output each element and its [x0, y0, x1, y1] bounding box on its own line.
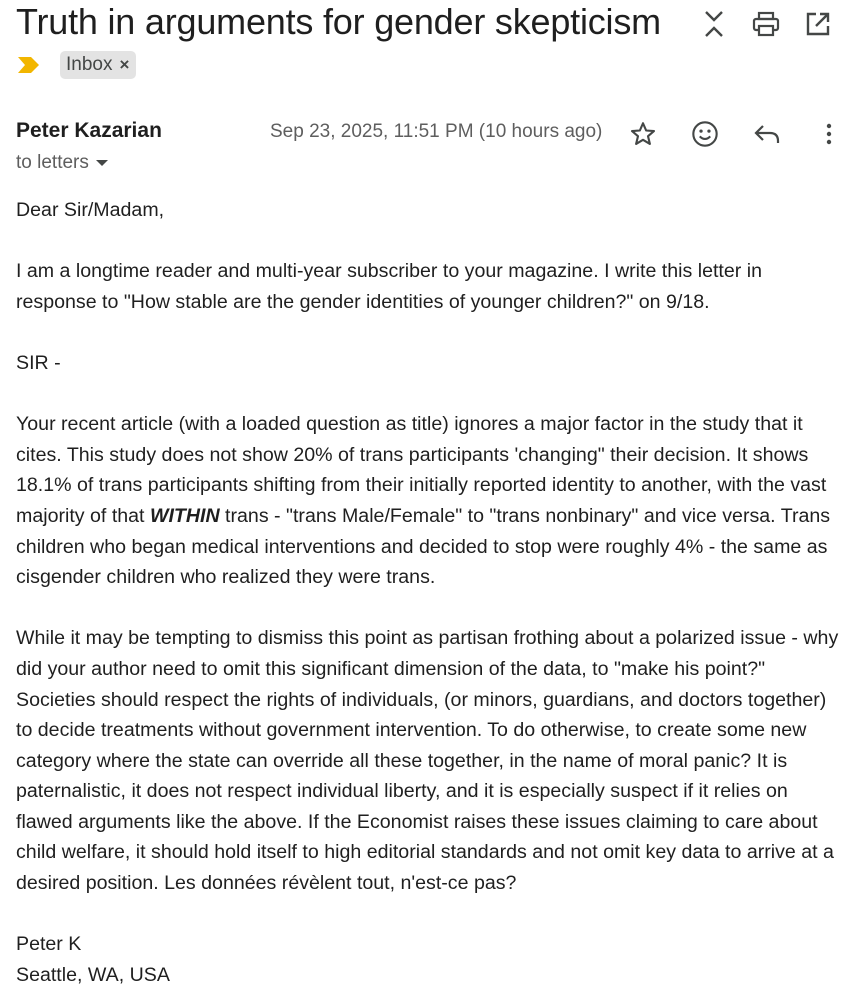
open-in-new-window-icon[interactable]	[799, 6, 837, 42]
paragraph-study-part2: trans - "trans Male/Female" to "trans nonbinary" and vice versa. Trans children who began medical interventions and decided to stop were roughly 4% - the same as cisgender children who realized they were trans.	[16, 504, 831, 589]
signature-location: Seattle, WA, USA	[16, 963, 170, 986]
label-chip-inbox	[60, 51, 136, 79]
message-actions	[612, 115, 847, 153]
salutation: SIR -	[16, 351, 61, 374]
greeting: Dear Sir/Madam,	[16, 199, 165, 221]
message-date: Sep 23, 2025, 11:51 PM (10 hours ago)	[270, 121, 603, 142]
emphasis-within: WITHIN	[149, 504, 220, 527]
collapse-icon[interactable]	[695, 6, 733, 42]
paragraph-study	[16, 409, 842, 593]
sender-name[interactable]: Peter Kazarian	[16, 119, 162, 142]
caret-down-icon[interactable]	[95, 158, 109, 168]
reply-icon[interactable]	[736, 115, 798, 153]
thread-toolbar	[695, 6, 837, 42]
signature-name: Peter K	[16, 933, 82, 956]
labels-row	[16, 51, 136, 79]
recipient-text: to letters	[16, 152, 89, 173]
importance-marker-icon[interactable]	[16, 55, 44, 75]
star-icon[interactable]	[612, 115, 674, 153]
paragraph-study-part1: Your recent article (with a loaded question as title) ignores a major factor in the study that it cites. This study does not show 20% of trans participants 'changing" their decision. It shows 18.1% of trans participants shifting from their initially reported identity to another, with the vast majority of that	[16, 413, 827, 527]
emoji-reaction-icon[interactable]	[674, 115, 736, 153]
intro-paragraph: I am a longtime reader and multi-year subscriber to your magazine. I write this letter in response to "How stable are the gender identities of younger children?" on 9/18.	[16, 260, 762, 313]
label-chip-text: Inbox	[66, 54, 113, 75]
recipient-details[interactable]	[16, 152, 109, 174]
remove-label-button[interactable]: ×	[119, 55, 130, 74]
email-subject: Truth in arguments for gender skepticism	[16, 1, 661, 42]
paragraph-argument: While it may be tempting to dismiss this point as partisan frothing about a polarized issue - why did your author need to omit this significant dimension of the data, to "make his point?" Societies should respect the rights of individuals, (or minors, guardians, and doctors together) to decide treatments without government intervention. To do otherwise, to create some new category where the state can override all these together, in the name of moral panic? It is paternalistic, it does not respect individual liberty, and it is especially suspect if it relies on flawed arguments like the above. If the Economist raises these issues claiming to care about child welfare, it should hold itself to high editorial standards and not omit key data to arrive at a desired position. Les données révèlent tout, n'est-ce pas?	[16, 627, 839, 895]
message-body	[16, 195, 842, 990]
print-icon[interactable]	[747, 6, 785, 42]
more-options-icon[interactable]	[798, 115, 847, 153]
